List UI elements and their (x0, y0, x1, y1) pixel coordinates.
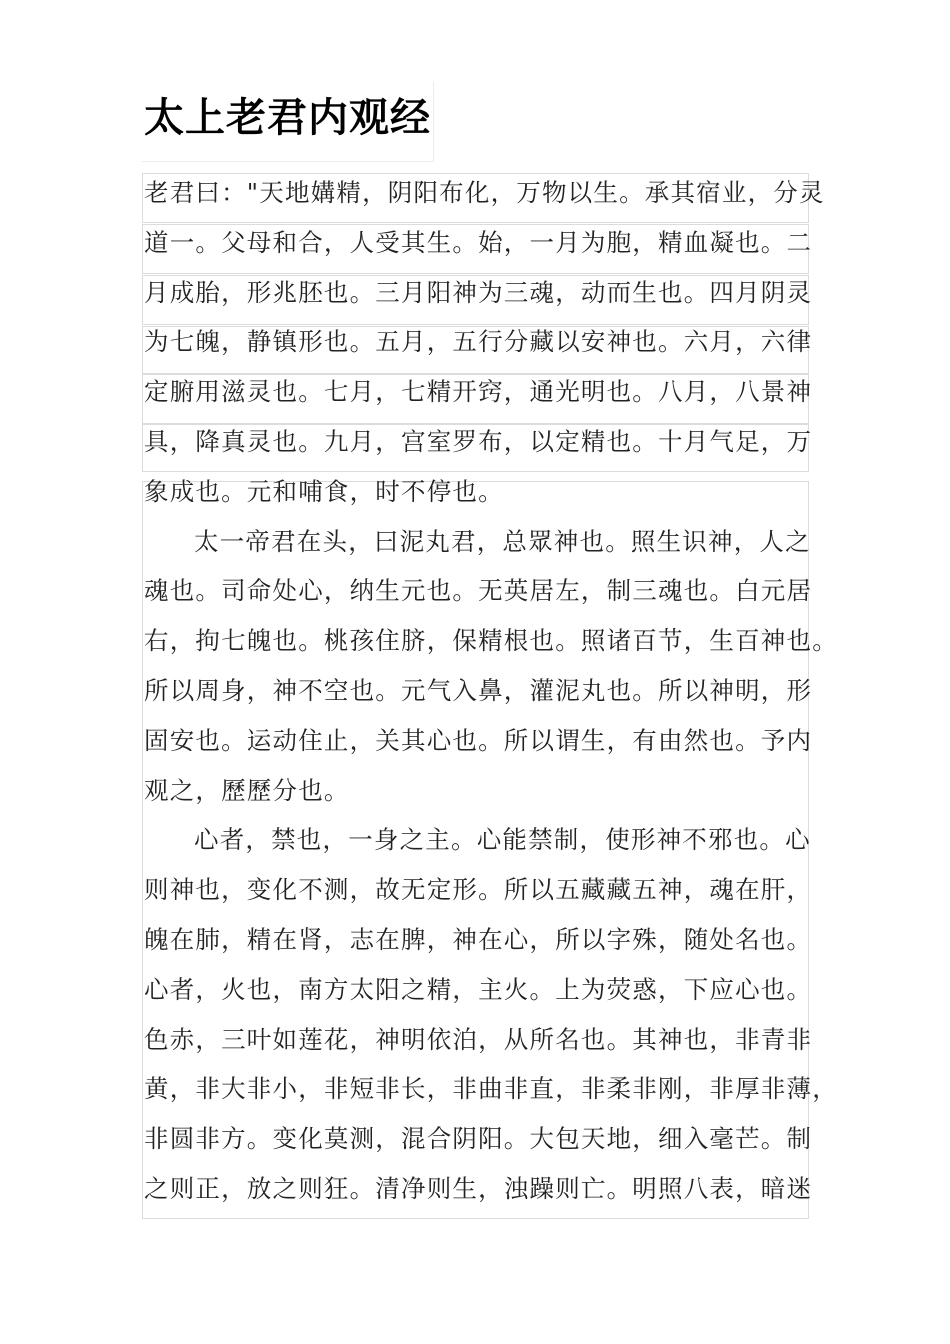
text-line: 心者，火也，南方太阳之精，主火。上为荧惑，下应心也。 (144, 974, 813, 1004)
text-line: 心者，禁也，一身之主。心能禁制，使形神不邪也。心 (194, 825, 811, 855)
text-line: 右，拘七魄也。桃孩住脐，保精根也。照诸百节，生百神也。 (144, 626, 838, 656)
text-line: 象成也。元和哺食，时不停也。 (144, 476, 504, 506)
text-line: 道一。父母和合，人受其生。始，一月为胞，精血凝也。二 (144, 227, 813, 257)
text-line: 非圆非方。变化莫测，混合阴阳。大包天地，细入毫芒。制 (144, 1124, 813, 1154)
text-line: 为七魄，静镇形也。五月，五行分藏以安神也。六月，六律 (144, 327, 813, 357)
text-line: 太一帝君在头，曰泥丸君，总眾神也。照生识神，人之 (194, 526, 811, 556)
text-line: 黄，非大非小，非短非长，非曲非直，非柔非刚，非厚非薄， (144, 1074, 838, 1104)
text-line: 定腑用滋灵也。七月，七精开窍，通光明也。八月，八景神 (144, 377, 813, 407)
text-line: 具，降真灵也。九月，宫室罗布，以定精也。十月气足，万 (144, 426, 813, 456)
text-line: 魄在肺，精在肾，志在脾，神在心，所以字殊，随处名也。 (144, 924, 813, 954)
text-line: 色赤，三叶如莲花，神明依泊，从所名也。其神也，非青非 (144, 1024, 813, 1054)
text-line: 所以周身，神不空也。元气入鼻，灌泥丸也。所以神明，形 (144, 675, 813, 705)
text-line: 之则正，放之则狂。清净则生，浊躁则亡。明照八表，暗迷 (144, 1173, 813, 1203)
text-line: 魂也。司命处心，纳生元也。无英居左，制三魂也。白元居 (144, 576, 813, 606)
document-title: 太上老君内观经 (144, 95, 431, 141)
body-text (144, 168, 838, 1214)
text-line: 则神也，变化不测，故无定形。所以五藏藏五神，魂在肝， (144, 875, 813, 905)
text-line: 观之，歷歷分也。 (144, 775, 350, 805)
text-line: 固安也。运动住止，关其心也。所以谓生，有由然也。予内 (144, 725, 813, 755)
text-line: 月成胎，形兆胚也。三月阳神为三魂，动而生也。四月阴灵 (144, 277, 813, 307)
text-line: 老君曰："天地媾精，阴阳布化，万物以生。承其宿业，分灵 (144, 178, 825, 207)
